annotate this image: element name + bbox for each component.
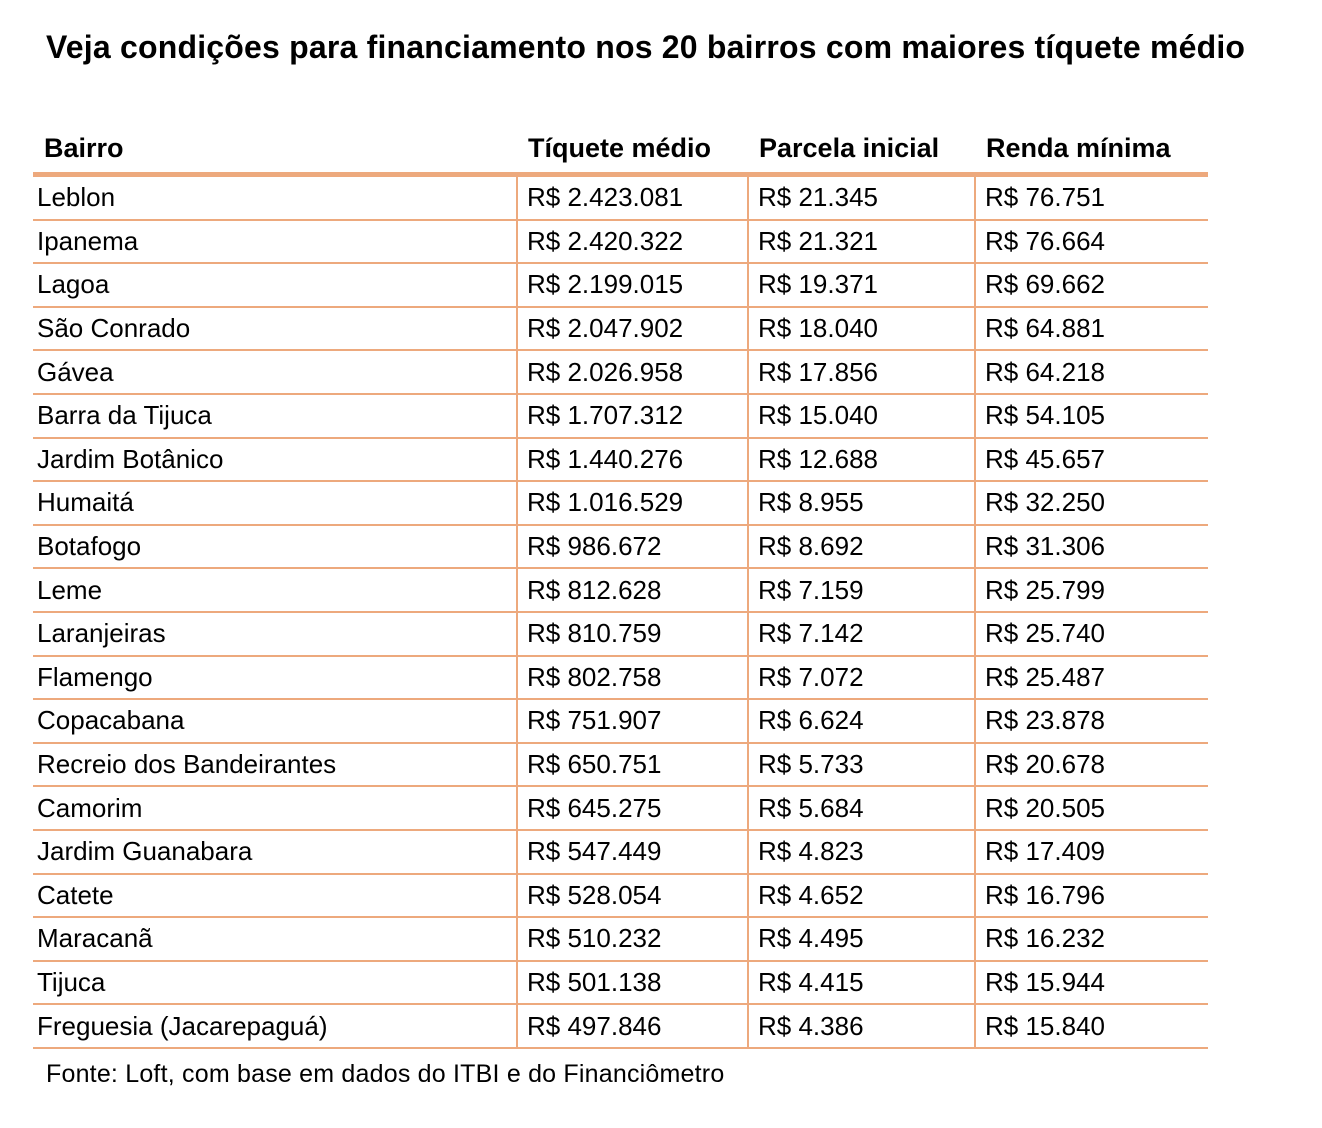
cell-bairro: Maracanã xyxy=(33,917,517,961)
cell-renda-minima: R$ 20.678 xyxy=(975,743,1208,787)
cell-bairro: Jardim Botânico xyxy=(33,438,517,482)
cell-parcela-inicial: R$ 7.159 xyxy=(748,568,975,612)
cell-parcela-inicial: R$ 7.142 xyxy=(748,612,975,656)
table-row xyxy=(33,350,1208,394)
page-title: Veja condições para financiamento nos 20 bairros com maiores tíquete médio xyxy=(46,29,1246,65)
cell-tiquete-medio: R$ 986.672 xyxy=(517,525,748,569)
table-row xyxy=(33,874,1208,918)
table-row xyxy=(33,612,1208,656)
cell-bairro: Leme xyxy=(33,568,517,612)
cell-renda-minima: R$ 25.799 xyxy=(975,568,1208,612)
cell-parcela-inicial: R$ 21.345 xyxy=(748,175,975,220)
table-row xyxy=(33,786,1208,830)
table-row xyxy=(33,743,1208,787)
cell-renda-minima: R$ 64.881 xyxy=(975,307,1208,351)
cell-parcela-inicial: R$ 5.684 xyxy=(748,786,975,830)
cell-bairro: Barra da Tijuca xyxy=(33,394,517,438)
cell-bairro: Catete xyxy=(33,874,517,918)
table-row xyxy=(33,438,1208,482)
cell-tiquete-medio: R$ 497.846 xyxy=(517,1004,748,1048)
cell-renda-minima: R$ 69.662 xyxy=(975,263,1208,307)
col-header-renda-minima: Renda mínima xyxy=(975,126,1208,175)
cell-tiquete-medio: R$ 802.758 xyxy=(517,656,748,700)
cell-bairro: Recreio dos Bandeirantes xyxy=(33,743,517,787)
cell-parcela-inicial: R$ 15.040 xyxy=(748,394,975,438)
cell-bairro: Gávea xyxy=(33,350,517,394)
cell-tiquete-medio: R$ 2.026.958 xyxy=(517,350,748,394)
cell-tiquete-medio: R$ 528.054 xyxy=(517,874,748,918)
table-row xyxy=(33,394,1208,438)
cell-bairro: Flamengo xyxy=(33,656,517,700)
cell-parcela-inicial: R$ 4.415 xyxy=(748,961,975,1005)
cell-renda-minima: R$ 23.878 xyxy=(975,699,1208,743)
cell-bairro: Tijuca xyxy=(33,961,517,1005)
cell-tiquete-medio: R$ 2.199.015 xyxy=(517,263,748,307)
cell-renda-minima: R$ 25.740 xyxy=(975,612,1208,656)
cell-tiquete-medio: R$ 812.628 xyxy=(517,568,748,612)
cell-parcela-inicial: R$ 4.652 xyxy=(748,874,975,918)
cell-parcela-inicial: R$ 12.688 xyxy=(748,438,975,482)
cell-tiquete-medio: R$ 501.138 xyxy=(517,961,748,1005)
table-row xyxy=(33,830,1208,874)
cell-renda-minima: R$ 15.840 xyxy=(975,1004,1208,1048)
table-row xyxy=(33,307,1208,351)
cell-renda-minima: R$ 16.796 xyxy=(975,874,1208,918)
cell-bairro: Jardim Guanabara xyxy=(33,830,517,874)
cell-parcela-inicial: R$ 7.072 xyxy=(748,656,975,700)
financing-table xyxy=(33,126,1208,1049)
cell-parcela-inicial: R$ 6.624 xyxy=(748,699,975,743)
cell-parcela-inicial: R$ 8.955 xyxy=(748,481,975,525)
cell-renda-minima: R$ 32.250 xyxy=(975,481,1208,525)
cell-tiquete-medio: R$ 547.449 xyxy=(517,830,748,874)
cell-tiquete-medio: R$ 510.232 xyxy=(517,917,748,961)
cell-bairro: Humaitá xyxy=(33,481,517,525)
cell-tiquete-medio: R$ 2.423.081 xyxy=(517,175,748,220)
cell-bairro: Leblon xyxy=(33,175,517,220)
cell-renda-minima: R$ 76.751 xyxy=(975,175,1208,220)
col-header-tiquete-medio: Tíquete médio xyxy=(517,126,748,175)
table-row xyxy=(33,481,1208,525)
cell-renda-minima: R$ 76.664 xyxy=(975,220,1208,264)
table-row xyxy=(33,568,1208,612)
cell-parcela-inicial: R$ 4.386 xyxy=(748,1004,975,1048)
cell-parcela-inicial: R$ 4.495 xyxy=(748,917,975,961)
cell-renda-minima: R$ 16.232 xyxy=(975,917,1208,961)
cell-tiquete-medio: R$ 1.707.312 xyxy=(517,394,748,438)
cell-parcela-inicial: R$ 21.321 xyxy=(748,220,975,264)
cell-parcela-inicial: R$ 8.692 xyxy=(748,525,975,569)
table-row xyxy=(33,917,1208,961)
cell-tiquete-medio: R$ 810.759 xyxy=(517,612,748,656)
cell-bairro: Copacabana xyxy=(33,699,517,743)
cell-renda-minima: R$ 25.487 xyxy=(975,656,1208,700)
cell-parcela-inicial: R$ 18.040 xyxy=(748,307,975,351)
table-row xyxy=(33,1004,1208,1048)
cell-tiquete-medio: R$ 2.420.322 xyxy=(517,220,748,264)
cell-renda-minima: R$ 15.944 xyxy=(975,961,1208,1005)
table-row xyxy=(33,525,1208,569)
cell-bairro: Laranjeiras xyxy=(33,612,517,656)
cell-bairro: Ipanema xyxy=(33,220,517,264)
cell-renda-minima: R$ 64.218 xyxy=(975,350,1208,394)
cell-renda-minima: R$ 17.409 xyxy=(975,830,1208,874)
cell-parcela-inicial: R$ 19.371 xyxy=(748,263,975,307)
cell-tiquete-medio: R$ 1.016.529 xyxy=(517,481,748,525)
col-header-parcela-inicial: Parcela inicial xyxy=(748,126,975,175)
cell-renda-minima: R$ 31.306 xyxy=(975,525,1208,569)
cell-tiquete-medio: R$ 645.275 xyxy=(517,786,748,830)
cell-tiquete-medio: R$ 751.907 xyxy=(517,699,748,743)
cell-tiquete-medio: R$ 2.047.902 xyxy=(517,307,748,351)
cell-parcela-inicial: R$ 17.856 xyxy=(748,350,975,394)
cell-bairro: Camorim xyxy=(33,786,517,830)
cell-tiquete-medio: R$ 650.751 xyxy=(517,743,748,787)
table-header-row xyxy=(33,126,1208,175)
source-note: Fonte: Loft, com base em dados do ITBI e do Financiômetro xyxy=(46,1060,725,1088)
cell-bairro: São Conrado xyxy=(33,307,517,351)
cell-parcela-inicial: R$ 4.823 xyxy=(748,830,975,874)
col-header-bairro: Bairro xyxy=(33,126,517,175)
table-row xyxy=(33,656,1208,700)
table-row xyxy=(33,263,1208,307)
table-row xyxy=(33,961,1208,1005)
cell-renda-minima: R$ 54.105 xyxy=(975,394,1208,438)
table-row xyxy=(33,175,1208,220)
cell-bairro: Lagoa xyxy=(33,263,517,307)
cell-bairro: Freguesia (Jacarepaguá) xyxy=(33,1004,517,1048)
table-body xyxy=(33,175,1208,1048)
table-row xyxy=(33,699,1208,743)
cell-tiquete-medio: R$ 1.440.276 xyxy=(517,438,748,482)
cell-parcela-inicial: R$ 5.733 xyxy=(748,743,975,787)
cell-renda-minima: R$ 45.657 xyxy=(975,438,1208,482)
cell-bairro: Botafogo xyxy=(33,525,517,569)
table-row xyxy=(33,220,1208,264)
cell-renda-minima: R$ 20.505 xyxy=(975,786,1208,830)
